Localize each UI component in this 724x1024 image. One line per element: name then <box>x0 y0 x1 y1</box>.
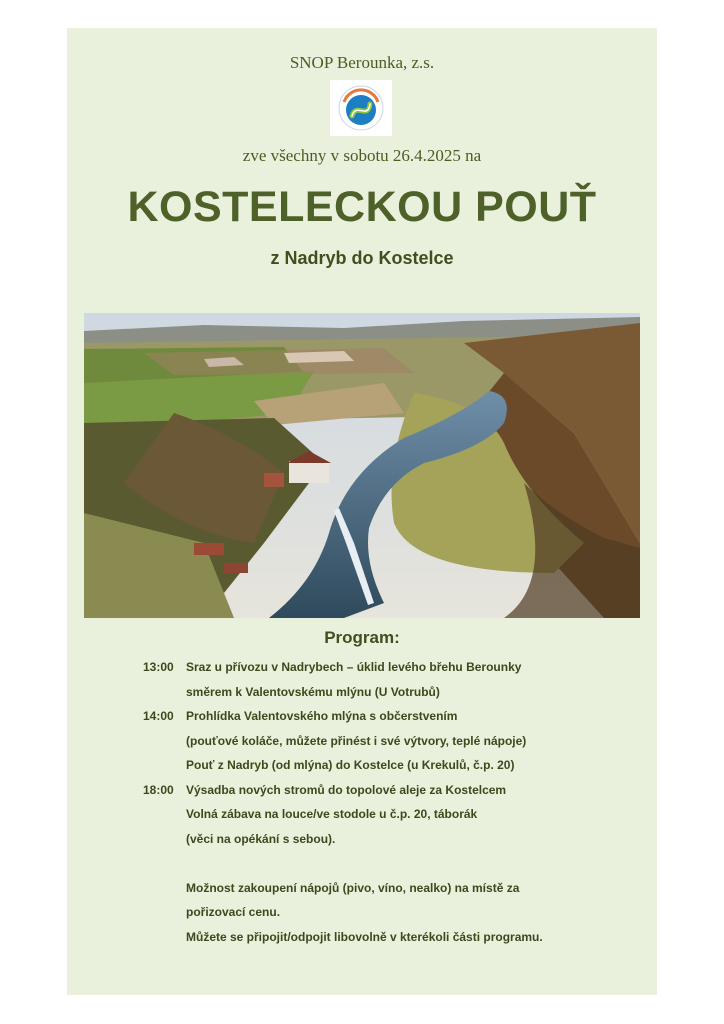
schedule-line <box>143 778 643 803</box>
schedule-text: Pouť z Nadryb (od mlýna) do Kostelce (u Krekulů, č.p. 20) <box>186 758 515 772</box>
aerial-river-valley-photo <box>84 313 640 618</box>
note-text: Můžete se připojit/odpojit libovolně v kterékoli části programu. <box>186 929 543 944</box>
invitation-text: zve všechny v sobotu 26.4.2025 na <box>242 146 482 165</box>
event-subtitle: z Nadryb do Kostelce <box>270 248 454 268</box>
note-line <box>143 876 643 901</box>
note-text: pořizovací cenu. <box>186 905 281 919</box>
note-text: Možnost zakoupení nápojů (pivo, víno, nealko) na místě za <box>186 880 520 895</box>
schedule-text: směrem k Valentovskému mlýnu (U Votrubů) <box>186 684 440 699</box>
schedule-text: Sraz u přívozu v Nadrybech – úklid levého břehu Berounky <box>186 660 522 674</box>
event-title: KOSTELECKOU POUŤ <box>127 183 597 231</box>
schedule-text: Prohlídka Valentovského mlýna s občerstvením <box>186 709 458 723</box>
schedule-line <box>143 827 643 852</box>
program-schedule <box>143 655 643 949</box>
schedule-time: 13:00 <box>143 660 174 674</box>
schedule-text: Volná zábava na louce/ve stodole u č.p. 20, táborák <box>186 807 478 821</box>
spacer <box>143 851 643 876</box>
snop-berounka-logo-icon <box>330 80 392 136</box>
schedule-text: (věci na opékání s sebou). <box>186 831 336 846</box>
schedule-line <box>143 729 643 754</box>
schedule-line <box>143 655 643 680</box>
schedule-line <box>143 753 643 778</box>
schedule-line <box>143 802 643 827</box>
schedule-line <box>143 704 643 729</box>
schedule-text: (pouťové koláče, můžete přinést i své výtvory, teplé nápoje) <box>186 733 527 748</box>
organization-name: SNOP Berounka, z.s. <box>289 53 435 72</box>
schedule-time: 18:00 <box>143 782 174 797</box>
schedule-time: 14:00 <box>143 709 174 723</box>
program-heading: Program: <box>324 628 400 647</box>
schedule-line <box>143 680 643 705</box>
poster <box>67 28 657 995</box>
note-line <box>143 900 643 925</box>
schedule-text: Výsadba nových stromů do topolové aleje za Kostelcem <box>186 782 507 797</box>
note-line <box>143 925 643 950</box>
